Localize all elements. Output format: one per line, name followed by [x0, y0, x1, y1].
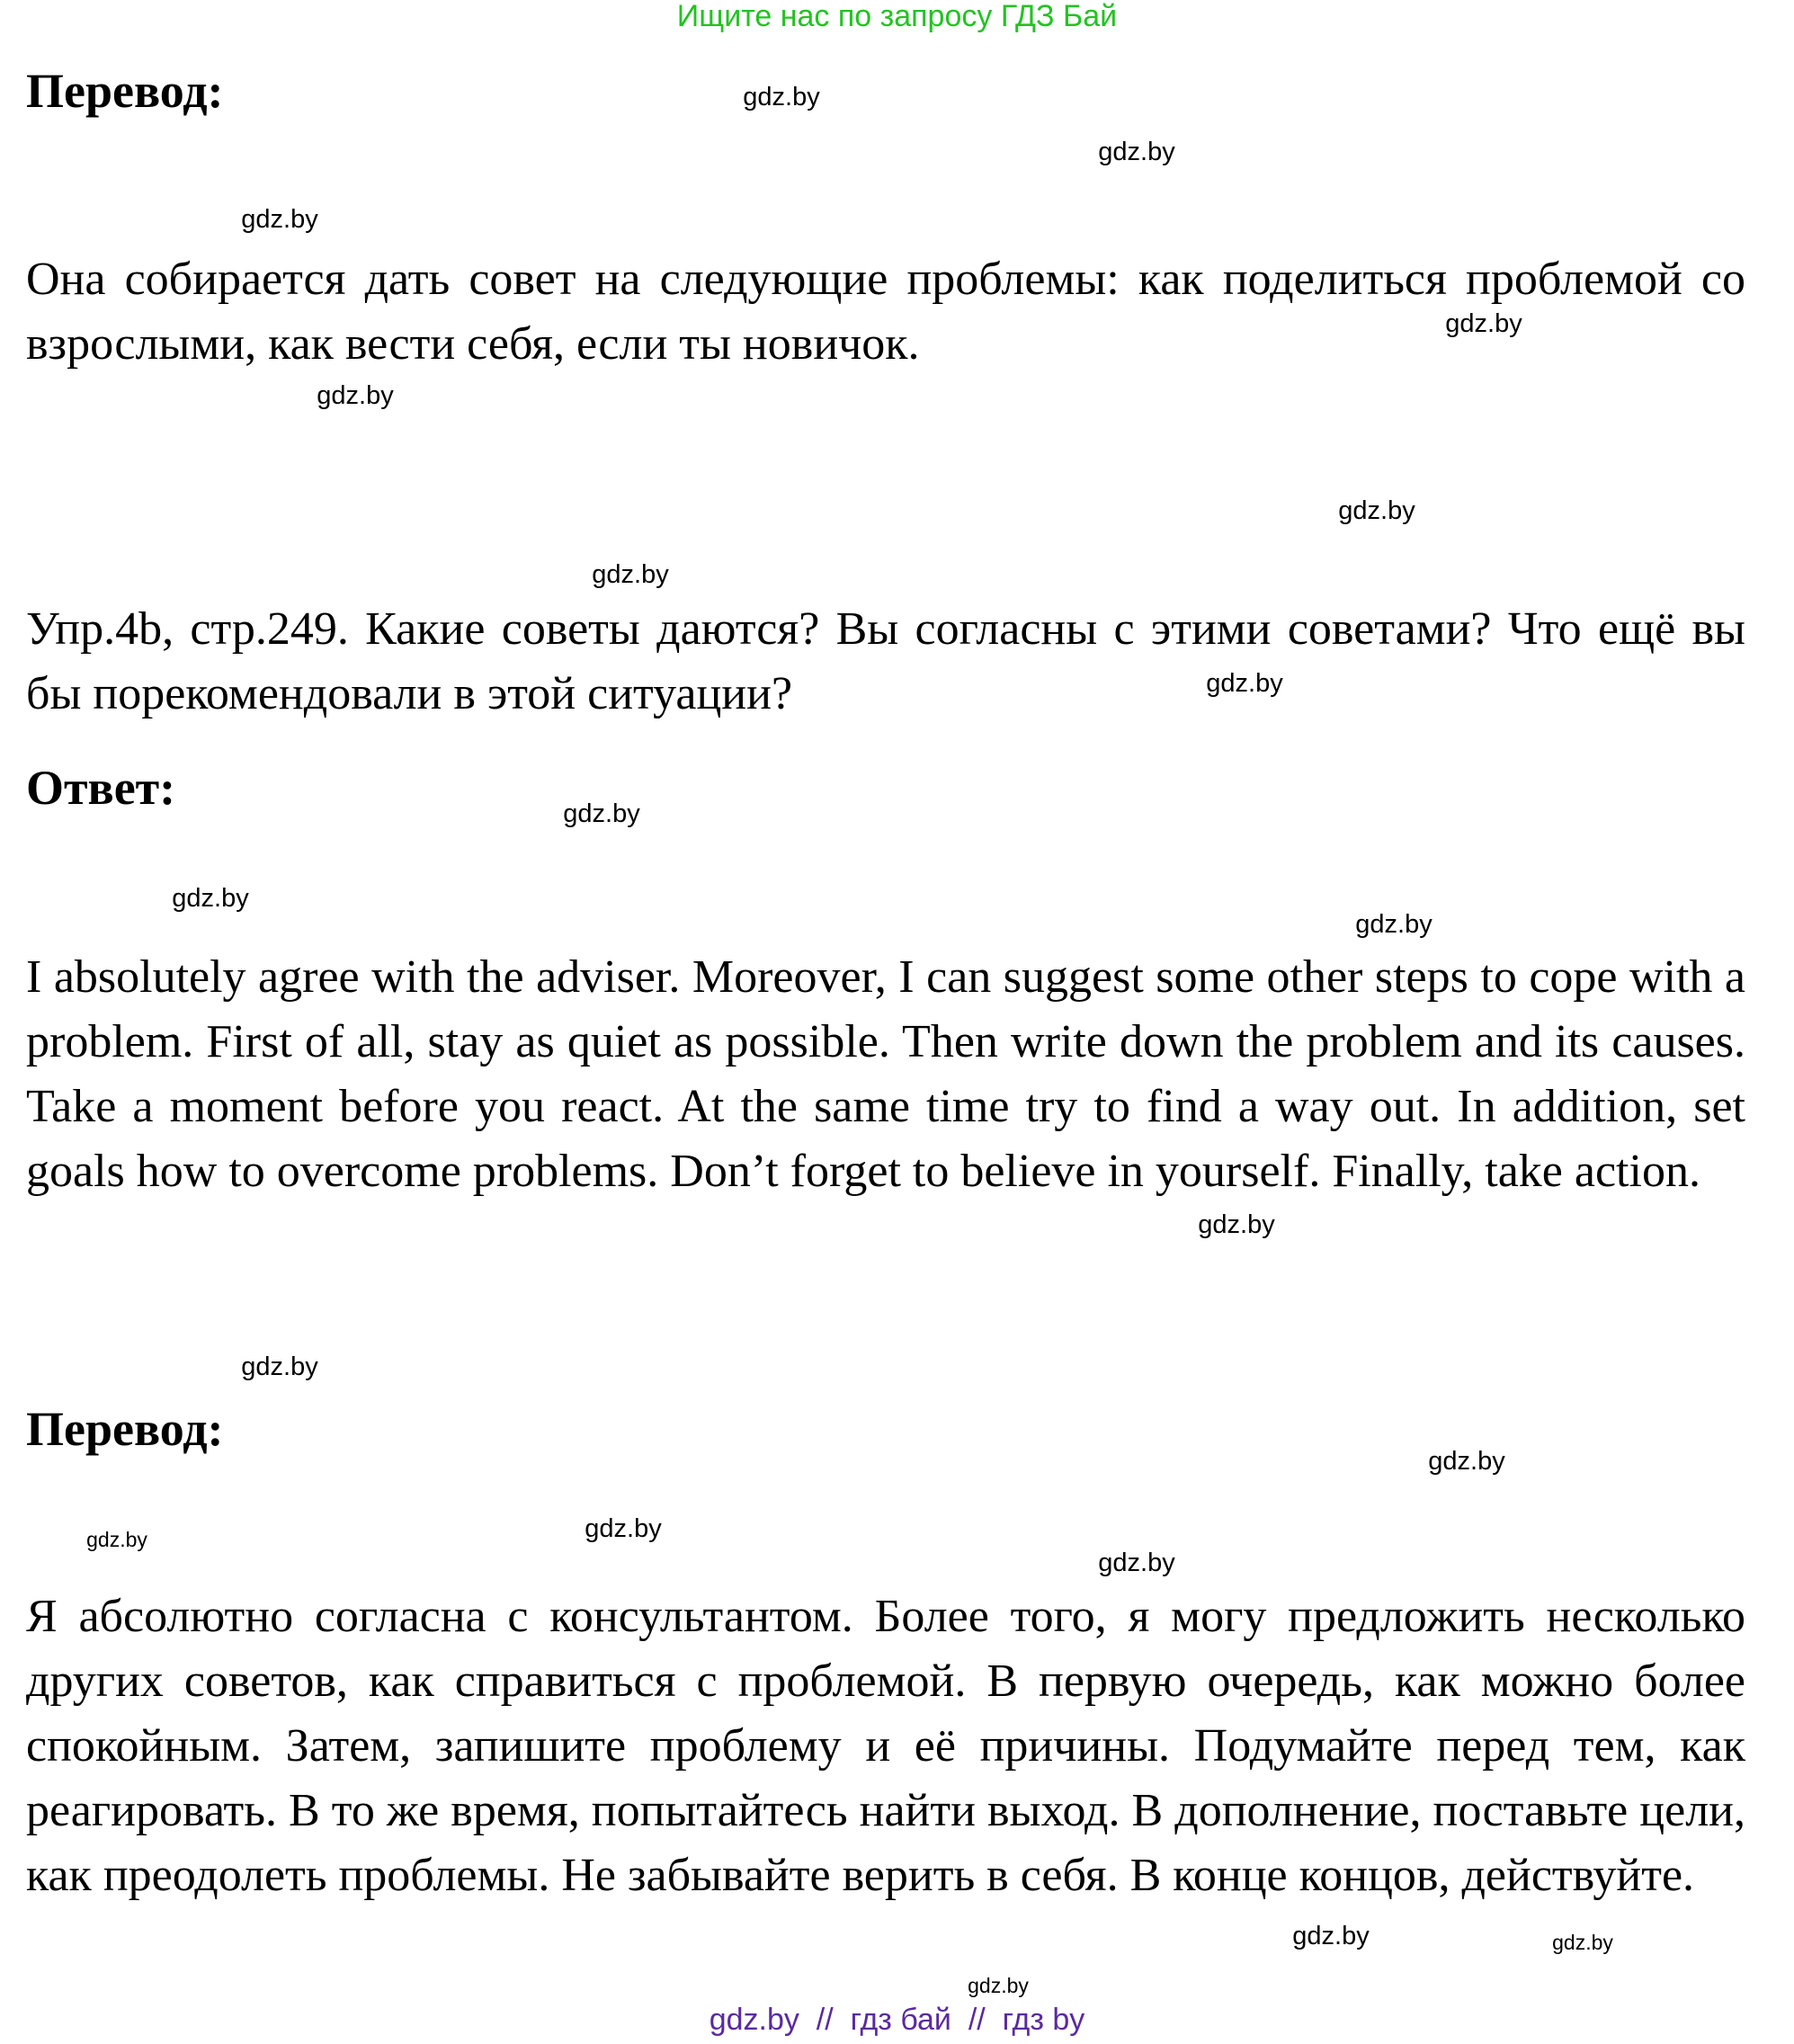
watermark: gdz.by [1355, 910, 1433, 939]
watermark: gdz.by [1338, 496, 1415, 525]
answer-heading: Ответ: [26, 761, 176, 815]
search-banner: Ищите нас по запросу ГДЗ Бай [676, 0, 1118, 33]
translation-heading-2: Перевод: [26, 1402, 224, 1456]
watermark: gdz.by [1552, 1931, 1613, 1954]
watermark: gdz.by [241, 205, 318, 234]
watermark: gdz.by [317, 381, 394, 410]
watermark: gdz.by [241, 1352, 318, 1381]
exercise-question: Упр.4b, стр.249. Какие советы даются? Вы согласны с этими советами? Что ещё вы бы порекомендовали в этой ситуации? [26, 603, 1745, 719]
watermark: gdz.by [968, 1974, 1029, 1997]
footer-links: gdz.by // гдз бай // гдз by [709, 2003, 1085, 2037]
watermark: gdz.by [1098, 1549, 1175, 1577]
watermark: gdz.by [1206, 669, 1283, 698]
translation-paragraph: Она собирается дать совет на следующие проблемы: как поделиться проблемой со взрослыми, как вести себя, если ты новичок. [26, 254, 1745, 370]
watermark: gdz.by [86, 1528, 147, 1551]
watermark: gdz.by [743, 83, 820, 112]
watermark: gdz.by [563, 799, 640, 828]
watermark: gdz.by [1445, 309, 1522, 338]
watermark: gdz.by [1198, 1210, 1275, 1239]
answer-paragraph: I absolutely agree with the adviser. Moreover, I can suggest some other steps to cope with a problem. First of all, stay as quiet as possible. Then write down the problem and its causes. Take a moment before you react. At the same time try to find a way out. In addition, set goals how to overcome problems. Don’t forget to believe in yourself. Finally, take action. [26, 951, 1745, 1197]
watermark: gdz.by [585, 1514, 662, 1543]
translation-heading: Перевод: [26, 64, 224, 118]
watermark: gdz.by [1428, 1447, 1505, 1476]
watermark: gdz.by [1292, 1922, 1370, 1950]
watermark: gdz.by [1098, 138, 1175, 166]
watermark: gdz.by [592, 560, 669, 589]
watermark: gdz.by [172, 884, 249, 913]
translation-paragraph-2: Я абсолютно согласна с консультантом. Более того, я могу предложить несколько других советов, как справиться с проблемой. В первую очередь, как можно более спокойным. Затем, запишите проблему и её причины. Подумайте перед тем, как реагировать. В то же время, попытайтесь найти выход. В дополнение, поставьте цели, как преодолеть проблемы. Не забывайте верить в себя. В конце концов, действуйте. [26, 1591, 1745, 1901]
